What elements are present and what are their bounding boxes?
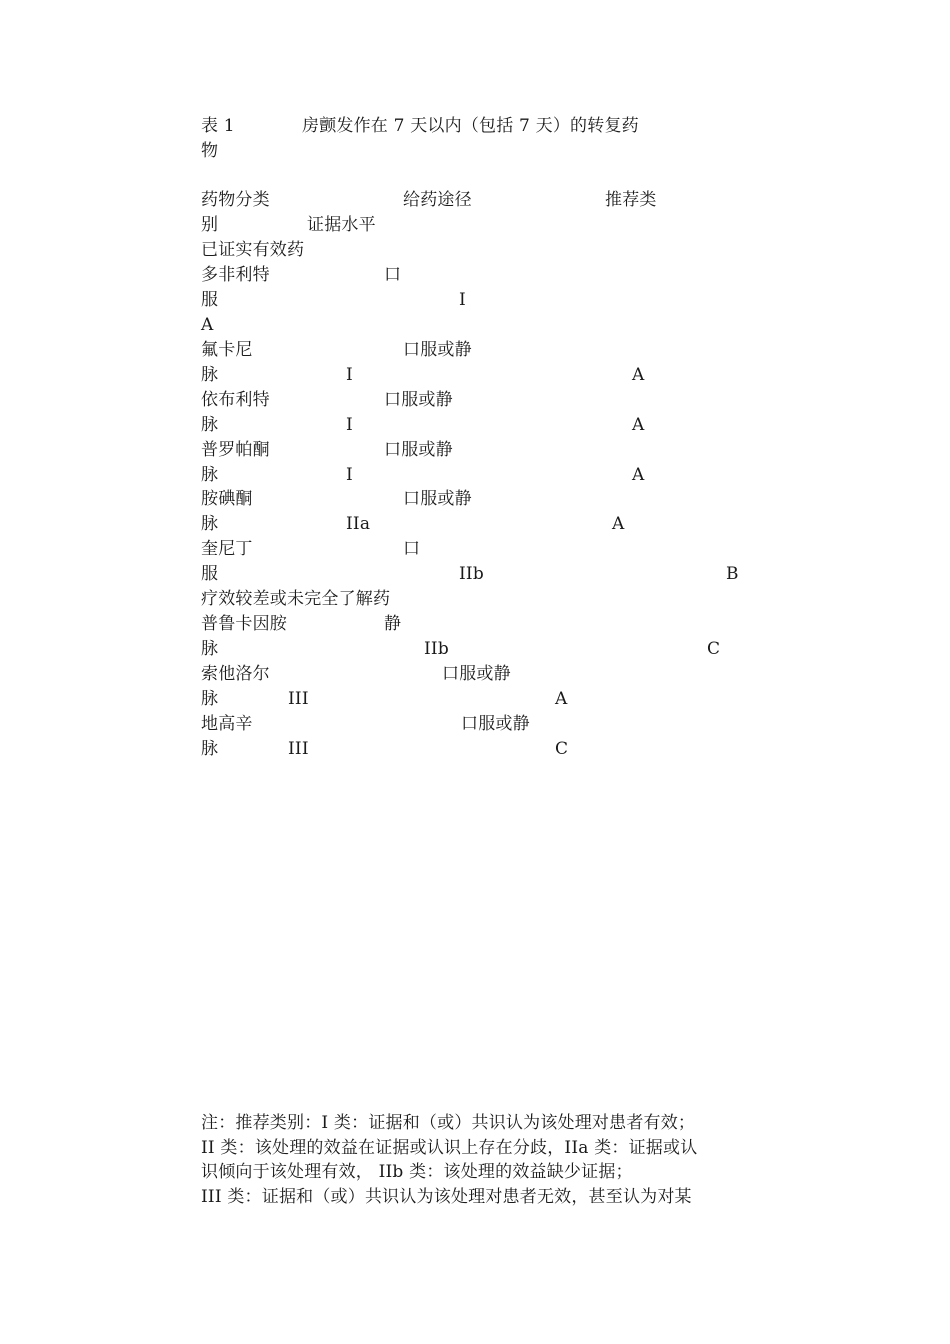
drug-class: IIb	[424, 639, 449, 659]
drug-route: 口服或静	[384, 440, 453, 460]
drug-route-cont: 脉	[201, 639, 219, 659]
drug-evidence: A	[612, 514, 625, 534]
drug-evidence: A	[632, 365, 645, 385]
drug-route-cont: 脉	[201, 365, 219, 385]
drug-name: 索他洛尔	[201, 664, 270, 684]
drug-route: 口服或静	[384, 390, 453, 410]
note-line-2: II 类：该处理的效益在证据或认识上存在分歧，IIa 类：证据或认	[201, 1138, 698, 1158]
drug-name: 普鲁卡因胺	[201, 614, 287, 634]
drug-evidence: C	[707, 639, 721, 659]
drug-route: 口	[384, 265, 402, 285]
drug-route: 口	[403, 539, 421, 559]
header-evidence-level: 证据水平	[307, 215, 376, 235]
drug-route-cont: 脉	[201, 689, 219, 709]
header-drug-class: 药物分类	[201, 190, 270, 210]
drug-name: 多非利特	[201, 265, 270, 285]
table-label: 表 1	[201, 116, 235, 136]
header-recommend-class: 推荐类	[605, 190, 657, 210]
group-title-proven: 已证实有效药	[201, 240, 305, 260]
drug-class: IIa	[346, 514, 371, 534]
drug-evidence: A	[632, 415, 645, 435]
drug-route: 静	[384, 614, 402, 634]
drug-name: 胺碘酮	[201, 489, 253, 509]
drug-route-cont: 脉	[201, 415, 219, 435]
drug-evidence: A	[632, 465, 645, 485]
drug-route-cont: 脉	[201, 465, 219, 485]
note-line-3: 识倾向于该处理有效， IIb 类：该处理的效益缺少证据；	[201, 1162, 633, 1182]
note-line-1: 注：推荐类别：I 类：证据和（或）共识认为该处理对患者有效；	[201, 1113, 696, 1133]
drug-class: III	[288, 739, 309, 759]
table-title-cont: 物	[201, 141, 219, 161]
drug-class: I	[459, 290, 466, 310]
drug-class: I	[346, 365, 353, 385]
drug-evidence: A	[201, 315, 214, 335]
drug-name: 氟卡尼	[201, 340, 253, 360]
drug-route: 口服或静	[461, 714, 530, 734]
drug-route-cont: 脉	[201, 739, 219, 759]
drug-class: I	[346, 465, 353, 485]
drug-class: I	[346, 415, 353, 435]
drug-route-cont: 脉	[201, 514, 219, 534]
table-title: 房颤发作在 7 天以内（包括 7 天）的转复药	[302, 116, 639, 136]
drug-name: 普罗帕酮	[201, 440, 270, 460]
drug-evidence: B	[726, 564, 739, 584]
group-title-less-effective: 疗效较差或未完全了解药	[201, 589, 391, 609]
drug-route: 口服或静	[442, 664, 511, 684]
note-line-4: III 类：证据和（或）共识认为该处理对患者无效，甚至认为对某	[201, 1187, 692, 1207]
drug-name: 奎尼丁	[201, 539, 253, 559]
drug-evidence: A	[555, 689, 568, 709]
drug-class: IIb	[459, 564, 484, 584]
drug-route-cont: 服	[201, 564, 219, 584]
drug-class: III	[288, 689, 309, 709]
drug-route: 口服或静	[403, 340, 472, 360]
drug-route-cont: 服	[201, 290, 219, 310]
header-route: 给药途径	[403, 190, 472, 210]
drug-name: 依布利特	[201, 390, 270, 410]
drug-name: 地高辛	[201, 714, 253, 734]
header-recommend-class-cont: 别	[201, 215, 219, 235]
drug-route: 口服或静	[403, 489, 472, 509]
drug-evidence: C	[555, 739, 569, 759]
